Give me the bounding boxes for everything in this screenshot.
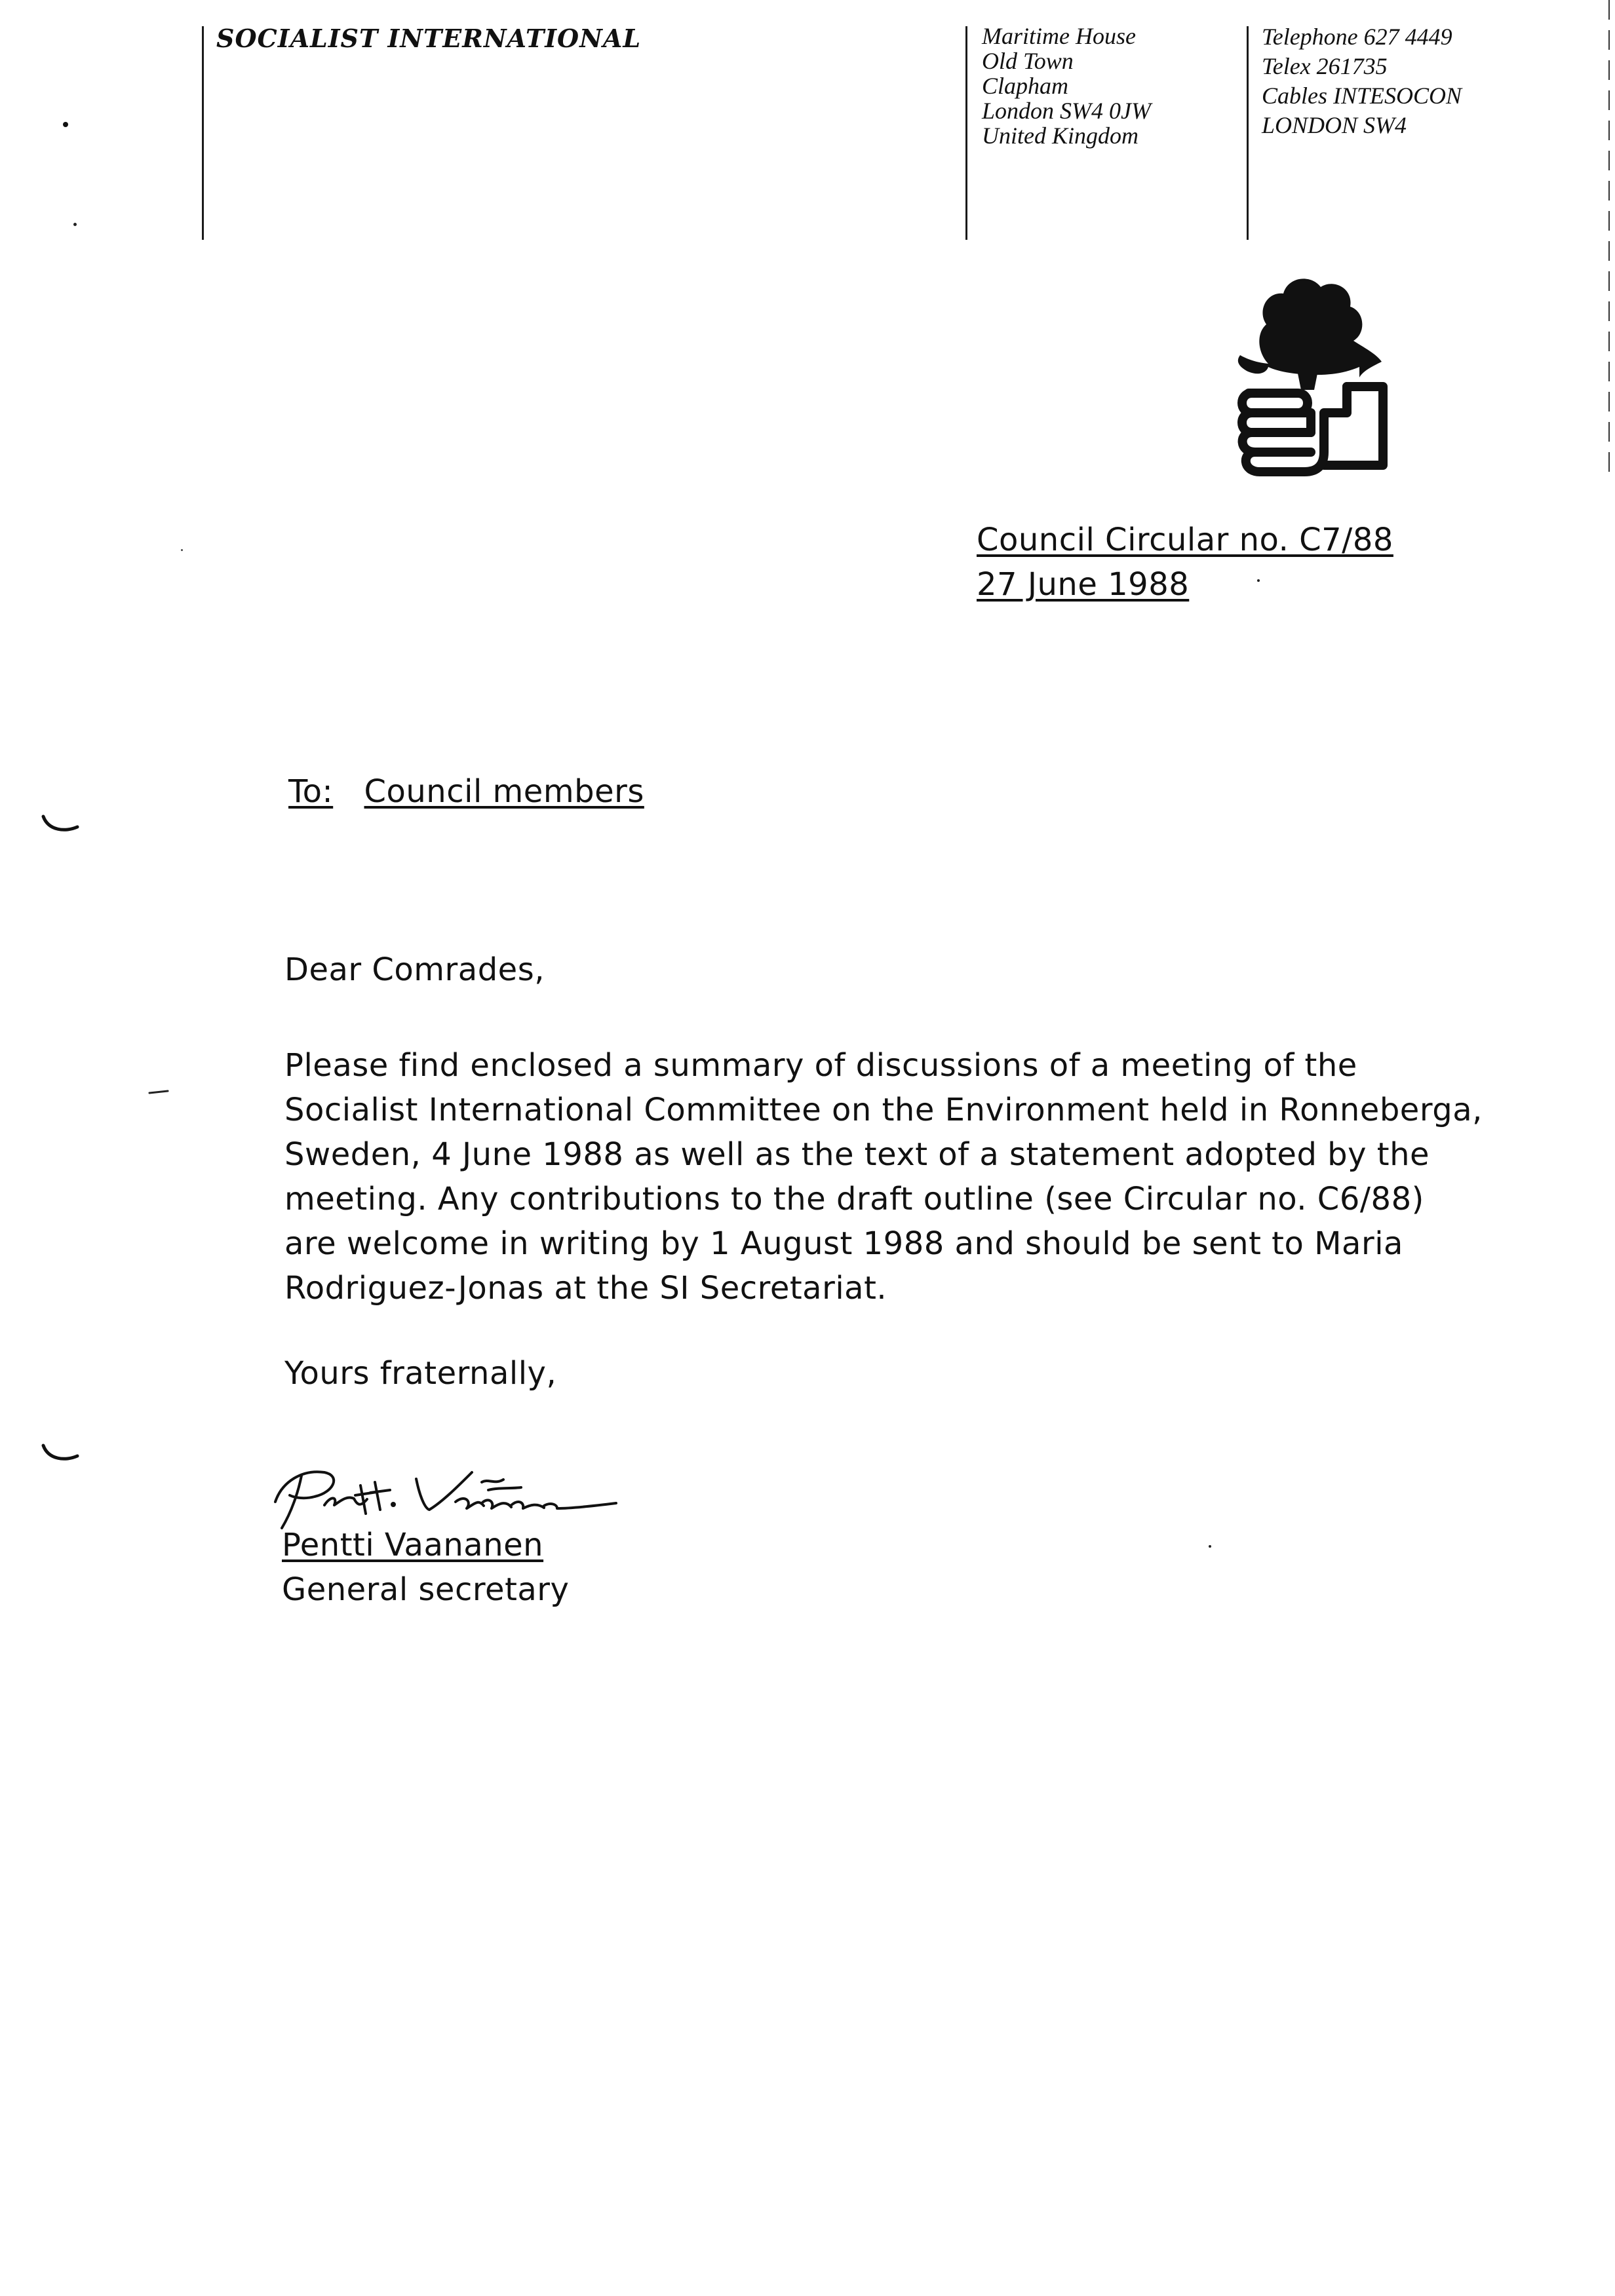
- recipient-prefix: To:: [288, 773, 334, 810]
- telephone-line: Telephone 627 4449: [1262, 24, 1452, 50]
- punch-mark-icon: [41, 1442, 80, 1468]
- signer-name: Pentti Vaananen: [282, 1527, 544, 1563]
- cables-line: Cables INTESOCON: [1262, 83, 1462, 109]
- body-line: Socialist International Committee on the Environment held in Ronneberga,: [284, 1092, 1483, 1128]
- speck-mark: [1257, 579, 1260, 582]
- organization-name: SOCIALIST INTERNATIONAL: [216, 24, 642, 53]
- contact-block: [1262, 22, 1462, 140]
- address-line: Maritime House: [982, 23, 1136, 49]
- telex-line: Telex 261735: [1262, 53, 1388, 79]
- closing: Yours fraternally,: [284, 1355, 557, 1392]
- address-line: Old Town: [982, 48, 1074, 74]
- letterhead-rule-left: [202, 26, 204, 240]
- body-line: Sweden, 4 June 1988 as well as the text of a statement adopted by the: [284, 1136, 1430, 1173]
- recipient-line: [288, 773, 644, 810]
- address-block: [982, 24, 1151, 148]
- scan-edge-line: [1608, 0, 1610, 472]
- body-line: meeting. Any contributions to the draft outline (see Circular no. C6/88): [284, 1181, 1424, 1217]
- signer-title: General secretary: [282, 1571, 570, 1608]
- recipient-name: Council members: [364, 773, 644, 810]
- fist-and-rose-icon: [1219, 256, 1396, 485]
- speck-mark: [181, 549, 183, 551]
- address-line: London SW4 0JW: [982, 98, 1151, 124]
- circular-number: Council Circular no. C7/88: [977, 522, 1393, 558]
- punch-mark-icon: [41, 813, 80, 839]
- salutation: Dear Comrades,: [284, 951, 545, 988]
- address-line: United Kingdom: [982, 123, 1138, 149]
- speck-mark: [73, 223, 77, 226]
- speck-mark: [1209, 1545, 1211, 1548]
- body-line: are welcome in writing by 1 August 1988 and should be sent to Maria: [284, 1225, 1403, 1262]
- cables-city-line: LONDON SW4: [1262, 112, 1407, 138]
- address-line: Clapham: [982, 73, 1069, 99]
- letterhead-rule-right: [1247, 26, 1249, 240]
- body-line: Please find enclosed a summary of discussions of a meeting of the: [284, 1047, 1357, 1084]
- dash-mark-icon: [148, 1089, 169, 1096]
- speck-mark: [63, 122, 68, 127]
- circular-reference: [977, 518, 1393, 607]
- body-line: Rodriguez-Jonas at the SI Secretariat.: [284, 1270, 887, 1307]
- letter-body: [284, 1043, 1484, 1311]
- letterhead-rule-middle: [965, 26, 967, 240]
- circular-date: 27 June 1988: [977, 566, 1190, 603]
